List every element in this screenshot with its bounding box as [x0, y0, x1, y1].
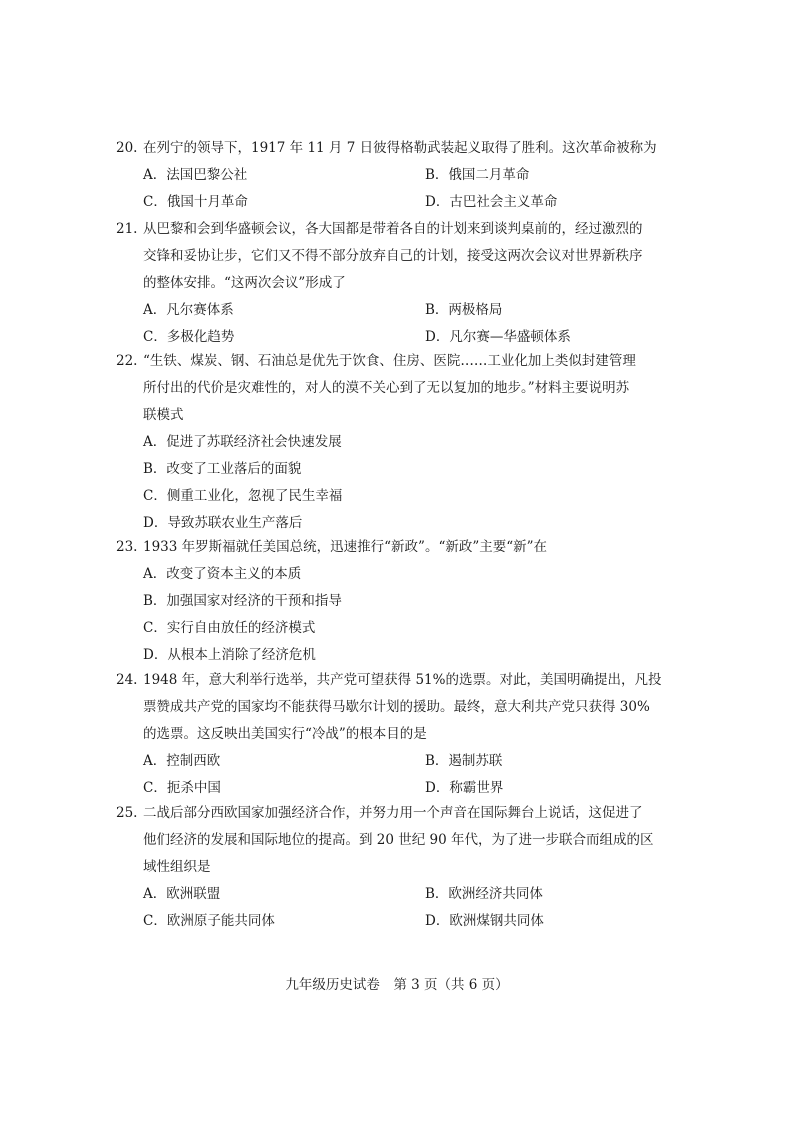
question-number: 24.: [116, 672, 138, 688]
option-c: C．多极化趋势: [143, 329, 235, 345]
options: [116, 162, 661, 216]
option-a: A．促进了苏联经济社会快速发展: [143, 434, 342, 450]
option-a: A．凡尔赛体系: [143, 302, 234, 318]
question-stem-line: 的整体安排。“这两次会议”形成了: [143, 275, 346, 291]
options: [116, 429, 661, 537]
question-25: [116, 800, 661, 935]
option-d: D．导致苏联农业生产落后: [143, 515, 303, 531]
option-b: B．加强国家对经济的干预和指导: [143, 593, 342, 609]
question-stem-line: 的选票。这反映出美国实行“冷战”的根本目的是: [143, 726, 427, 742]
question-stem-line: 1948 年，意大利举行选举，共产党可望获得 51%的选票。对此，美国明确提出，凡投: [143, 672, 662, 688]
question-23: [116, 534, 661, 669]
options: [116, 748, 661, 802]
option-d: D．凡尔赛—华盛顿体系: [425, 329, 571, 345]
option-c: C．实行自由放任的经济模式: [143, 620, 316, 636]
option-c: C．侧重工业化，忽视了民生幸福: [143, 488, 343, 504]
question-number: 25.: [116, 805, 138, 821]
option-a: A．控制西欧: [143, 753, 221, 769]
question-stem-line: 二战后部分西欧国家加强经济合作，并努力用一个声音在国际舞台上说话，这促进了: [143, 805, 643, 821]
option-c: C．俄国十月革命: [143, 194, 248, 210]
question-stem-line: 从巴黎和会到华盛顿会议，各大国都是带着各自的计划来到谈判桌前的，经过激烈的: [143, 221, 643, 237]
question-stem-line: 联模式: [143, 407, 184, 423]
question-21: [116, 216, 661, 351]
option-d: D．从根本上消除了经济危机: [143, 647, 316, 663]
question-number: 20.: [116, 140, 138, 156]
question-stem-line: “生铁、煤炭、钢、石油总是优先于饮食、住房、医院……工业化加上类似封建管理: [143, 353, 636, 369]
question-number: 21.: [116, 221, 138, 237]
option-b: B．欧洲经济共同体: [425, 886, 543, 902]
option-b: B．遏制苏联: [425, 753, 503, 769]
question-stem-line: 票赞成共产党的国家均不能获得马歇尔计划的援助。最终，意大利共产党只获得 30%: [143, 699, 650, 715]
option-a: A．改变了资本主义的本质: [143, 566, 302, 582]
question-stem-line: 在列宁的领导下，1917 年 11 月 7 日彼得格勒武装起义取得了胜利。这次革命被称为: [143, 140, 657, 156]
question-stem-line: 所付出的代价是灾难性的，对人的漠不关心到了无以复加的地步。”材料主要说明苏: [143, 380, 630, 396]
option-d: D．古巴社会主义革命: [425, 194, 558, 210]
option-a: A．法国巴黎公社: [143, 167, 248, 183]
option-b: B．俄国二月革命: [425, 167, 530, 183]
question-24: [116, 667, 661, 802]
question-number: 23.: [116, 539, 138, 555]
option-b: B．改变了工业落后的面貌: [143, 461, 302, 477]
question-stem-line: 1933 年罗斯福就任美国总统，迅速推行“新政”。“新政”主要“新”在: [143, 539, 548, 555]
option-d: D．称霸世界: [425, 780, 504, 796]
options: [116, 297, 661, 351]
question-stem-line: 域性组织是: [143, 859, 211, 875]
option-c: C．欧洲原子能共同体: [143, 913, 275, 929]
question-number: 22.: [116, 353, 138, 369]
question-stem-line: 他们经济的发展和国际地位的提高。到 20 世纪 90 年代，为了进一步联合而组成的区: [143, 832, 654, 848]
option-d: D．欧洲煤钢共同体: [425, 913, 544, 929]
page-footer: 九年级历史试卷 第 3 页（共 6 页）: [285, 977, 509, 993]
question-20: [116, 135, 661, 216]
option-b: B．两极格局: [425, 302, 503, 318]
option-a: A．欧洲联盟: [143, 886, 221, 902]
question-stem-line: 交锋和妥协让步，它们又不得不部分放弃自己的计划，接受这两次会议对世界新秩序: [143, 248, 643, 264]
question-22: [116, 348, 661, 537]
option-c: C．扼杀中国: [143, 780, 221, 796]
options: [116, 881, 661, 935]
options: [116, 561, 661, 669]
